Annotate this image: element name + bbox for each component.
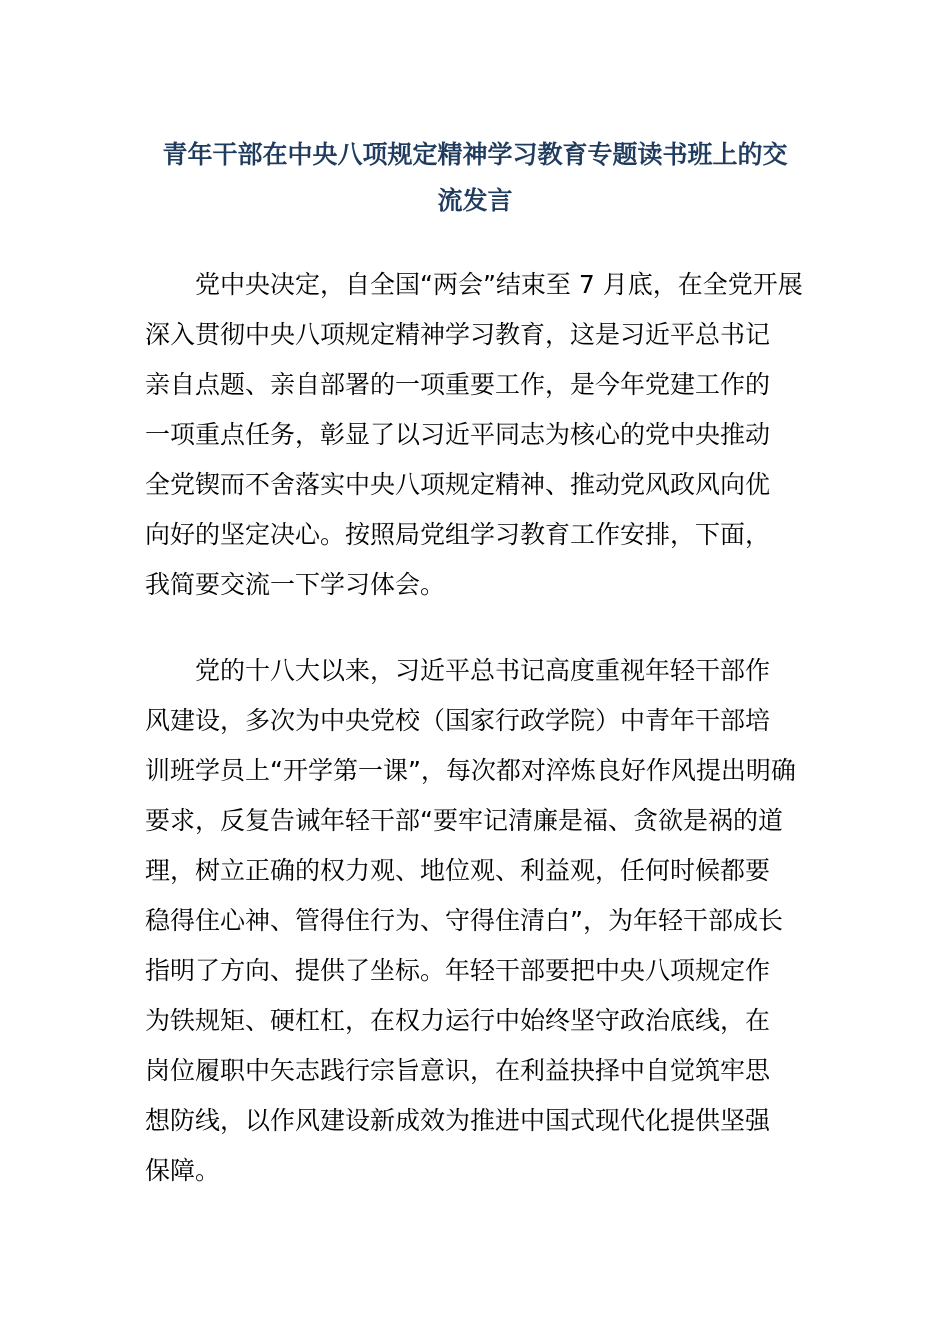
paragraph-line: 要求，反复告诫年轻干部“要牢记清廉是福、贪欲是祸的道 [145,806,783,835]
paragraph-line: 我简要交流一下学习体会。 [145,570,446,599]
paragraph-line: 稳得住心神、管得住行为、守得住清白”，为年轻干部成长 [145,906,783,935]
paragraph-line: 全党锲而不舍落实中央八项规定精神、推动党风政风向优 [145,470,771,499]
paragraph-line: 想防线，以作风建设新成效为推进中国式现代化提供坚强 [145,1106,771,1135]
paragraph-line: 训班学员上“开学第一课”，每次都对淬炼良好作风提出明确 [145,756,796,785]
paragraph-line: 风建设，多次为中央党校（国家行政学院）中青年干部培 [145,706,771,735]
paragraph-line: 理，树立正确的权力观、地位观、利益观，任何时候都要 [145,856,771,885]
paragraph-line: 保障。 [145,1156,221,1185]
paragraph-2 [145,646,805,1196]
title-line-1: 青年干部在中央八项规定精神学习教育专题读书班上的交 [162,140,788,169]
paragraph-line: 党中央决定，自全国“两会”结束至 7 月底，在全党开展 [195,270,803,299]
paragraph-line: 亲自点题、亲自部署的一项重要工作，是今年党建工作的 [145,370,771,399]
paragraph-line: 深入贯彻中央八项规定精神学习教育，这是习近平总书记 [145,320,771,349]
paragraph-line: 岗位履职中矢志践行宗旨意识，在利益抉择中自觉筑牢思 [145,1056,771,1085]
paragraph-line: 为铁规矩、硬杠杠，在权力运行中始终坚守政治底线，在 [145,1006,771,1035]
title-line-2: 流发言 [437,186,513,215]
document-title [143,132,807,224]
paragraph-line: 向好的坚定决心。按照局党组学习教育工作安排，下面， [145,520,771,549]
paragraph-line: 一项重点任务，彰显了以习近平同志为核心的党中央推动 [145,420,771,449]
paragraph-line: 指明了方向、提供了坐标。年轻干部要把中央八项规定作 [145,956,771,985]
paragraph-1 [145,260,805,610]
paragraph-line: 党的十八大以来，习近平总书记高度重视年轻干部作 [195,656,771,685]
